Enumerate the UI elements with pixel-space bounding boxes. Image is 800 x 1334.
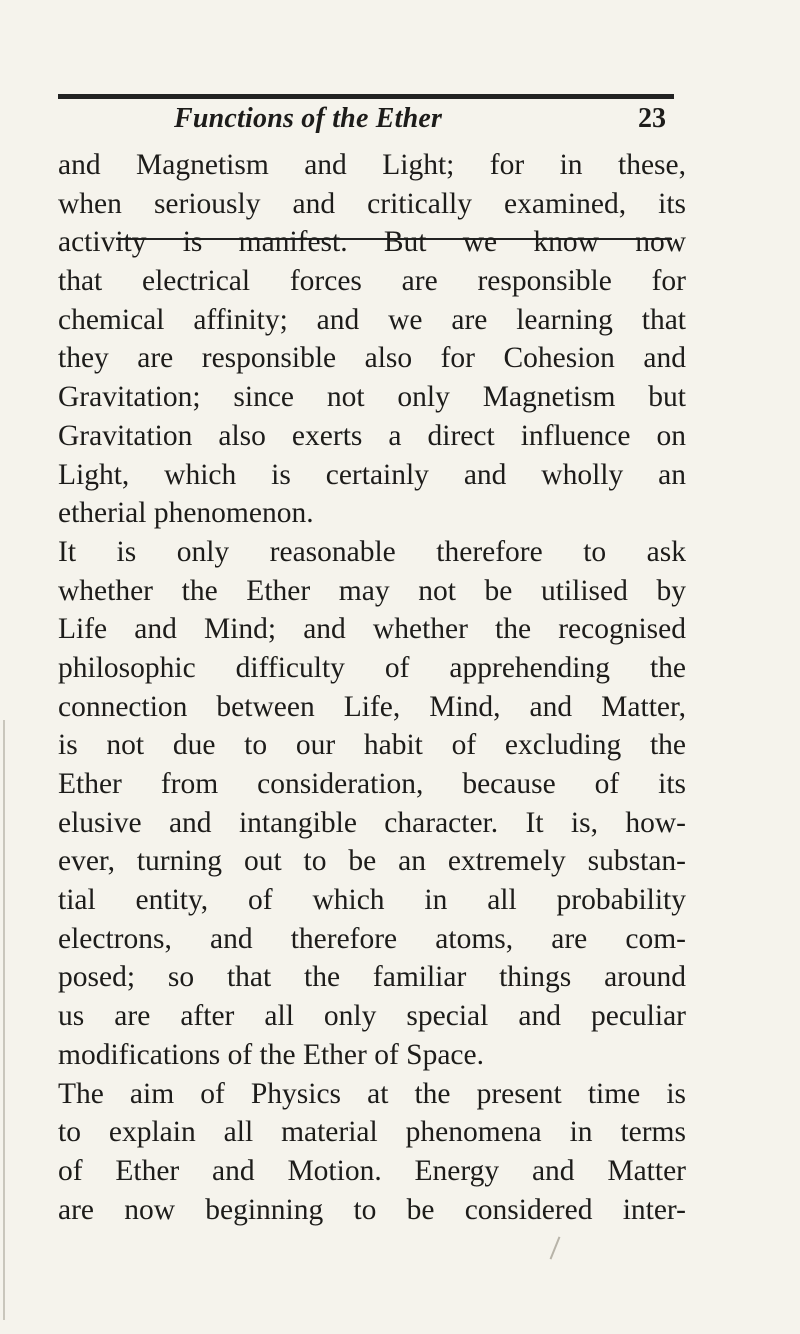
text-line: electrons, and therefore atoms, are com- xyxy=(58,922,686,955)
text-line: chemical affinity; and we are learning that xyxy=(58,303,686,336)
text-line: philosophic difficulty of apprehending the xyxy=(58,651,686,684)
text-line: posed; so that the familiar things around xyxy=(58,961,686,994)
text-line: connection between Life, Mind, and Matter, xyxy=(58,690,686,723)
text-line: to explain all material phenomena in terms xyxy=(58,1116,686,1149)
text-line: is not due to our habit of excluding the xyxy=(58,729,686,762)
text-line: modifications of the Ether of Space. xyxy=(58,1038,484,1071)
text-line: us are after all only special and peculiar xyxy=(58,1000,686,1033)
body-text xyxy=(58,146,686,1229)
text-line: Gravitation also exerts a direct influence on xyxy=(58,419,686,452)
text-line: Life and Mind; and whether the recognised xyxy=(58,613,686,646)
text-line: tial entity, of which in all probability xyxy=(58,884,686,917)
text-line: when seriously and critically examined, its xyxy=(58,187,686,220)
text-line: they are responsible also for Cohesion and xyxy=(58,342,686,375)
text-line: Gravitation; since not only Magnetism but xyxy=(58,381,686,414)
text-line: It is only reasonable therefore to ask xyxy=(58,535,686,568)
text-line: whether the Ether may not be utilised by xyxy=(58,574,686,607)
page-number: 23 xyxy=(638,103,666,134)
running-title: Functions of the Ether xyxy=(174,103,443,134)
text-line: activity is manifest. But we know now xyxy=(58,226,686,259)
page-edge-shadow xyxy=(3,720,5,1320)
text-line: are now beginning to be considered inter- xyxy=(58,1193,686,1226)
text-line: and Magnetism and Light; for in these, xyxy=(58,149,686,181)
text-line: that electrical forces are responsible for xyxy=(58,265,686,298)
text-line: Light, which is certainly and wholly an xyxy=(58,458,686,491)
running-header xyxy=(58,99,674,141)
text-line: The aim of Physics at the present time is xyxy=(58,1077,686,1110)
text-line: ever, turning out to be an extremely substan- xyxy=(58,845,686,878)
pencil-mark xyxy=(550,1236,561,1259)
text-line: of Ether and Motion. Energy and Matter xyxy=(58,1154,686,1187)
text-line: Ether from consideration, because of its xyxy=(58,768,686,800)
text-line: etherial phenomenon. xyxy=(58,497,314,530)
text-line: elusive and intangible character. It is, how- xyxy=(58,806,686,839)
